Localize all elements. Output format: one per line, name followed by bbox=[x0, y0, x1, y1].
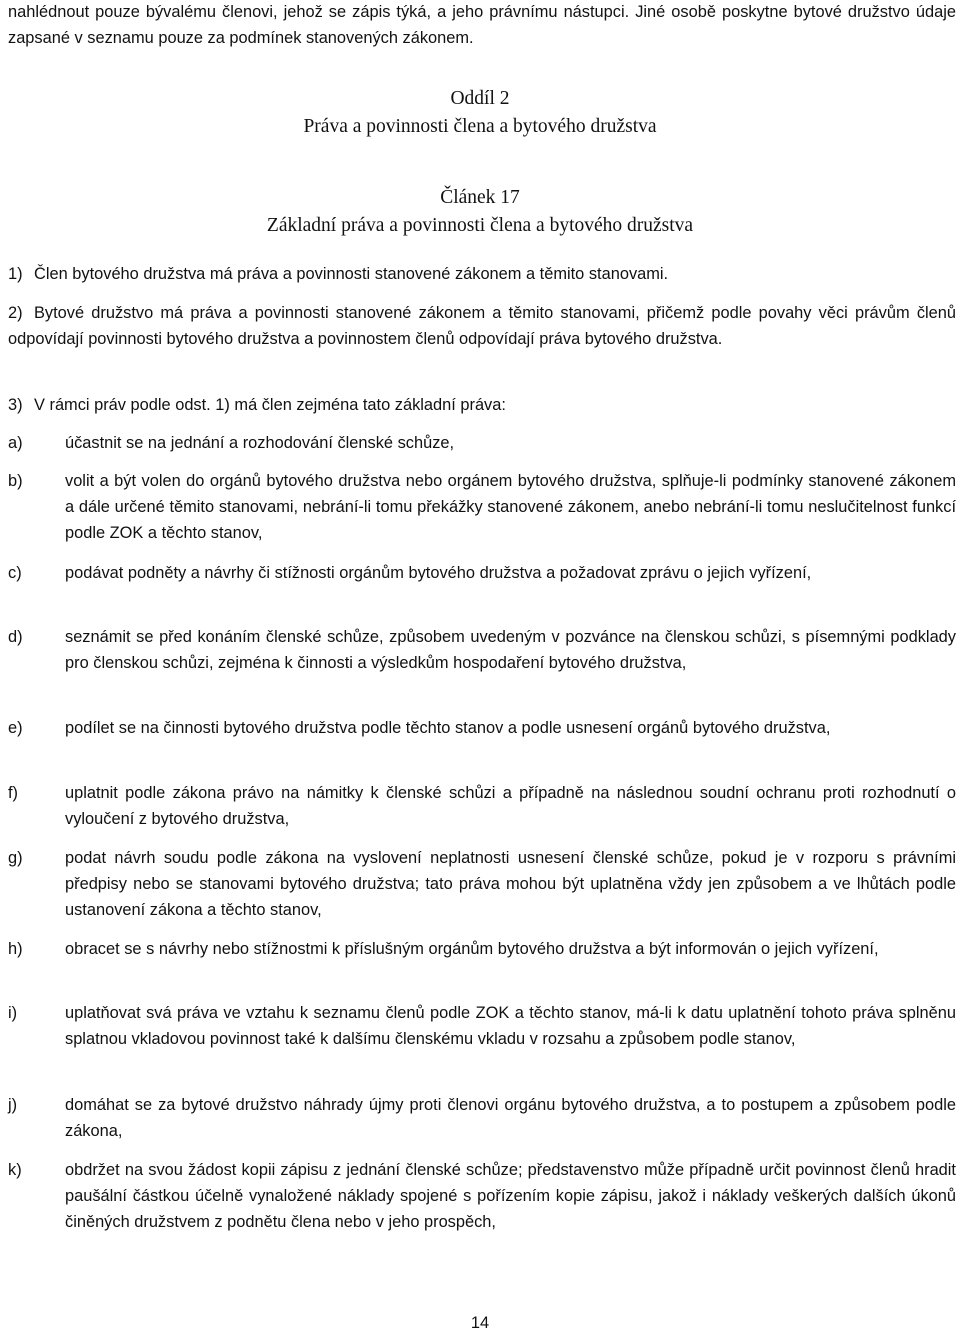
item-letter: f) bbox=[8, 784, 19, 802]
clause-number: 1) bbox=[8, 265, 23, 283]
clause-text: Bytové družstvo má práva a povinnosti stanovené zákonem a těmito stanovami, přičemž podle povahy věci právům členů odpovídají povinnosti bytového družstva a povinnostem členů odpovídají práva bytového družstva. bbox=[8, 304, 956, 348]
item-letter: g) bbox=[8, 849, 23, 867]
item-letter: e) bbox=[8, 719, 23, 737]
clause-number: 3) bbox=[8, 396, 23, 414]
item-letter: a) bbox=[8, 434, 23, 452]
item-text: podat návrh soudu podle zákona na vyslovení neplatnosti usnesení členské schůze, pokud je v rozporu s právními předpisy nebo se stanovami bytového družstva; tato práva mohou být uplatněna vždy jen způsobem a ve lhůtách podle ustanovení zákona a těchto stanov, bbox=[65, 849, 956, 919]
item-letter: d) bbox=[8, 628, 23, 646]
item-text: uplatnit podle zákona právo na námitky k členské schůzi a případně na následnou soudní ochranu proti rozhodnutí o vyloučení z bytového družstva, bbox=[65, 784, 956, 828]
item-letter: i) bbox=[8, 1004, 18, 1022]
clause-text: V rámci práv podle odst. 1) má člen zejména tato základní práva: bbox=[34, 396, 506, 414]
section-title: Práva a povinnosti člena a bytového družstva bbox=[303, 116, 657, 137]
article-title: Základní práva a povinnosti člena a bytového družstva bbox=[266, 215, 694, 236]
item-text: volit a být volen do orgánů bytového družstva nebo orgánem bytového družstva, splňuje-li podmínky stanovené zákonem a dále určené těmito stanovami, nebrání-li tomu překážky stanovené zákonem, anebo nebrání-li tomu neslučitelnost funkcí podle ZOK a těchto stanov, bbox=[65, 472, 956, 542]
article-label: Článek 17 bbox=[440, 187, 520, 208]
item-text: podávat podněty a návrhy či stížnosti orgánům bytového družstva a požadovat zprávu o jejich vyřízení, bbox=[65, 564, 812, 582]
item-letter: b) bbox=[8, 472, 23, 490]
item-letter: j) bbox=[8, 1096, 18, 1114]
clause-text: Člen bytového družstva má práva a povinnosti stanovené zákonem a těmito stanovami. bbox=[34, 265, 669, 283]
section-label: Oddíl 2 bbox=[450, 88, 510, 109]
item-text: obracet se s návrhy nebo stížnostmi k příslušným orgánům bytového družstva a být informován o jejich vyřízení, bbox=[65, 940, 879, 958]
page-number: 14 bbox=[470, 1314, 490, 1332]
item-text: seznámit se před konáním členské schůze, způsobem uvedeným v pozvánce na členskou schůzi, s písemnými podklady pro členskou schůzi, zejména k činnosti a výsledkům hospodaření bytového družstva, bbox=[65, 628, 956, 672]
intro-paragraph: nahlédnout pouze bývalému členovi, jehož se zápis týká, a jeho právnímu nástupci. Jiné osobě poskytne bytové družstvo údaje zapsané v seznamu pouze za podmínek stanovených zákonem. bbox=[8, 3, 956, 47]
item-letter: k) bbox=[8, 1161, 22, 1179]
item-letter: h) bbox=[8, 940, 23, 958]
item-text: účastnit se na jednání a rozhodování členské schůze, bbox=[65, 434, 455, 452]
item-letter: c) bbox=[8, 564, 22, 582]
item-text: domáhat se za bytové družstvo náhrady újmy proti členovi orgánu bytového družstva, a to postupem a způsobem podle zákona, bbox=[65, 1096, 956, 1140]
clause-number: 2) bbox=[8, 304, 23, 322]
item-text: obdržet na svou žádost kopii zápisu z jednání členské schůze; představenstvo může případně určit povinnost členů hradit paušální částkou účelně vynaložené náklady spojené s pořízením kopie zápisu, jakož i náklady veškerých dalších úkonů činěných družstvem z podnětu člena nebo v jeho prospěch, bbox=[65, 1161, 956, 1231]
item-text: uplatňovat svá práva ve vztahu k seznamu členů podle ZOK a těchto stanov, má-li k datu uplatnění tohoto práva splněnu splatnou vkladovou povinnost také k dalšímu členskému vkladu v rozsahu a způsobem podle stanov, bbox=[65, 1004, 956, 1048]
item-text: podílet se na činnosti bytového družstva podle těchto stanov a podle usnesení orgánů bytového družstva, bbox=[65, 719, 831, 737]
